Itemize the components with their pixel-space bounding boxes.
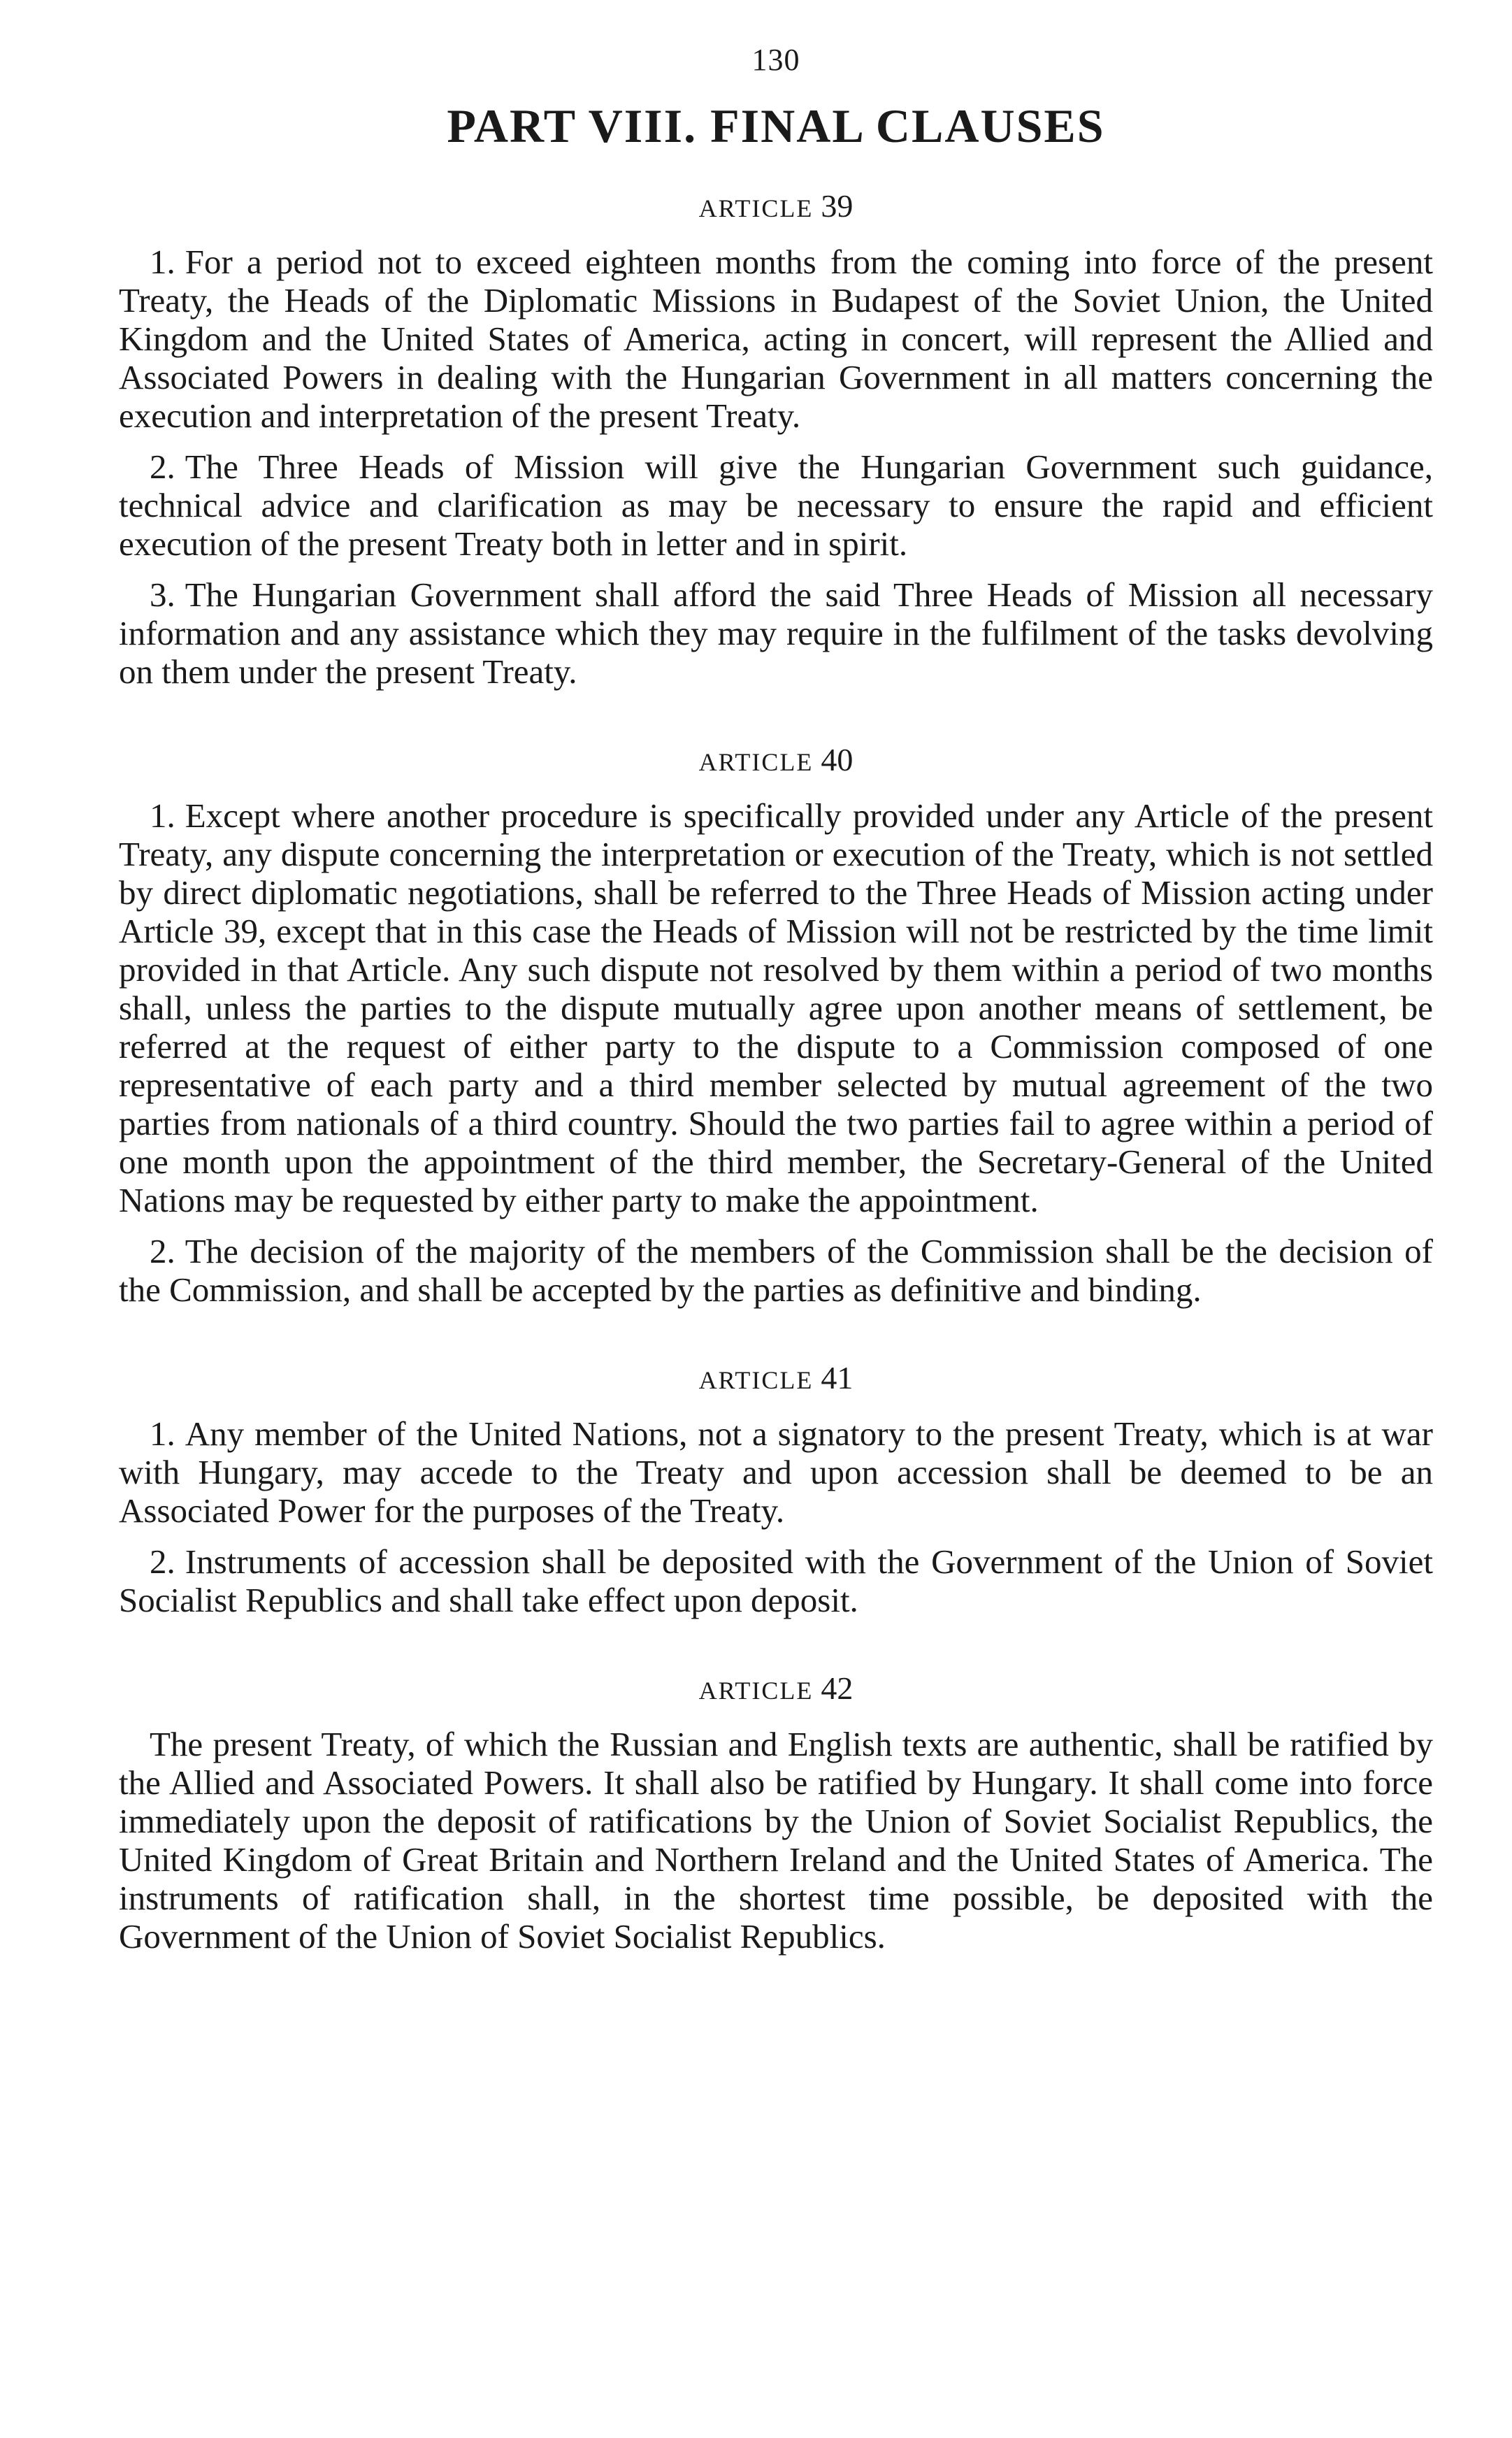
article-heading [119, 741, 1433, 778]
article-label: ARTICLE [698, 1677, 814, 1705]
paragraph-text: The decision of the majority of the members of the Commission shall be the decision of the Commission, and shall be accepted by the parties as definitive and binding. [119, 1232, 1433, 1309]
paragraph-text: Except where another procedure is specifically provided under any Article of the present Treaty, any dispute concerning the interpretation or execution of the Treaty, which is not settled by direct diplomatic negotiations, shall be referred to the Three Heads of Mission acting under Article 39, except that in this case the Heads of Mission will not be restricted by the time limit provided in that Article. Any such dispute not resolved by them within a period of two months shall, unless the parties to the dispute mutually agree upon another means of settlement, be referred at the request of either party to the dispute to a Commission composed of one representative of each party and a third member selected by mutual agreement of the two parties from nationals of a third country. Should the two parties fail to agree within a period of one month upon the appointment of the third member, the Secretary-General of the United Nations may be requested by either party to make the appointment. [119, 796, 1433, 1219]
article-label: ARTICLE [698, 748, 814, 776]
article-heading [119, 187, 1433, 224]
paragraph-text: The present Treaty, of which the Russian and English texts are authentic, shall be ratified by the Allied and Associated Powers. It shall also be ratified by Hungary. It shall come into force immediately upon the deposit of ratifications by the Union of Soviet Socialist Republics, the United Kingdom of Great Britain and Northern Ireland and the United States of America. The instruments of ratification shall, in the shortest time possible, be deposited with the Government of the Union of Soviet Socialist Republics. [119, 1725, 1433, 1956]
article-41 [119, 1359, 1433, 1619]
document-page [119, 42, 1433, 2006]
article-heading [119, 1359, 1433, 1396]
article-paragraph [119, 243, 1433, 435]
paragraph-number: 3. [150, 575, 175, 614]
article-paragraph [119, 1232, 1433, 1309]
paragraph-number: 2. [150, 1232, 175, 1270]
paragraph-text: For a period not to exceed eighteen months from the coming into force of the present Treaty, the Heads of the Diplomatic Missions in Budapest of the Soviet Union, the United Kingdom and the United States of America, acting in concert, will represent the Allied and Associated Powers in dealing with the Hungarian Government in all matters concerning the execution and interpretation of the present Treaty. [119, 243, 1433, 435]
paragraph-text: The Three Heads of Mission will give the Hungarian Government such guidance, technical advice and clarification as may be necessary to ensure the rapid and efficient execution of the present Treaty both in letter and in spirit. [119, 447, 1433, 563]
paragraph-text: Any member of the United Nations, not a signatory to the present Treaty, which is at war with Hungary, may accede to the Treaty and upon accession shall be deemed to be an Associated Power for the purposes of the Treaty. [119, 1414, 1433, 1530]
paragraph-number: 2. [150, 447, 175, 486]
article-paragraph [119, 1414, 1433, 1530]
article-label: ARTICLE [698, 194, 814, 222]
article-paragraph [119, 1542, 1433, 1619]
paragraph-number: 1. [150, 1414, 175, 1453]
article-paragraph [119, 575, 1433, 691]
article-number: 39 [821, 188, 854, 224]
paragraph-number: 2. [150, 1542, 175, 1581]
paragraph-text: Instruments of accession shall be deposited with the Government of the Union of Soviet Socialist Republics and shall take effect upon deposit. [119, 1542, 1433, 1619]
article-number: 42 [821, 1670, 854, 1706]
article-paragraph [119, 1725, 1433, 1956]
paragraph-text: The Hungarian Government shall afford the said Three Heads of Mission all necessary information and any assistance which they may require in the fulfilment of the tasks devolving on them under the present Treaty. [119, 575, 1433, 691]
article-40 [119, 741, 1433, 1309]
article-number: 40 [821, 742, 854, 777]
article-label: ARTICLE [698, 1366, 814, 1394]
paragraph-number: 1. [150, 796, 175, 835]
paragraph-number: 1. [150, 243, 175, 281]
article-paragraph [119, 447, 1433, 563]
article-paragraph [119, 796, 1433, 1219]
page-number: 130 [751, 43, 800, 77]
part-title: PART VIII. FINAL CLAUSES [447, 99, 1105, 152]
article-heading [119, 1670, 1433, 1707]
article-42 [119, 1670, 1433, 1956]
article-39 [119, 187, 1433, 691]
article-number: 41 [821, 1360, 854, 1396]
